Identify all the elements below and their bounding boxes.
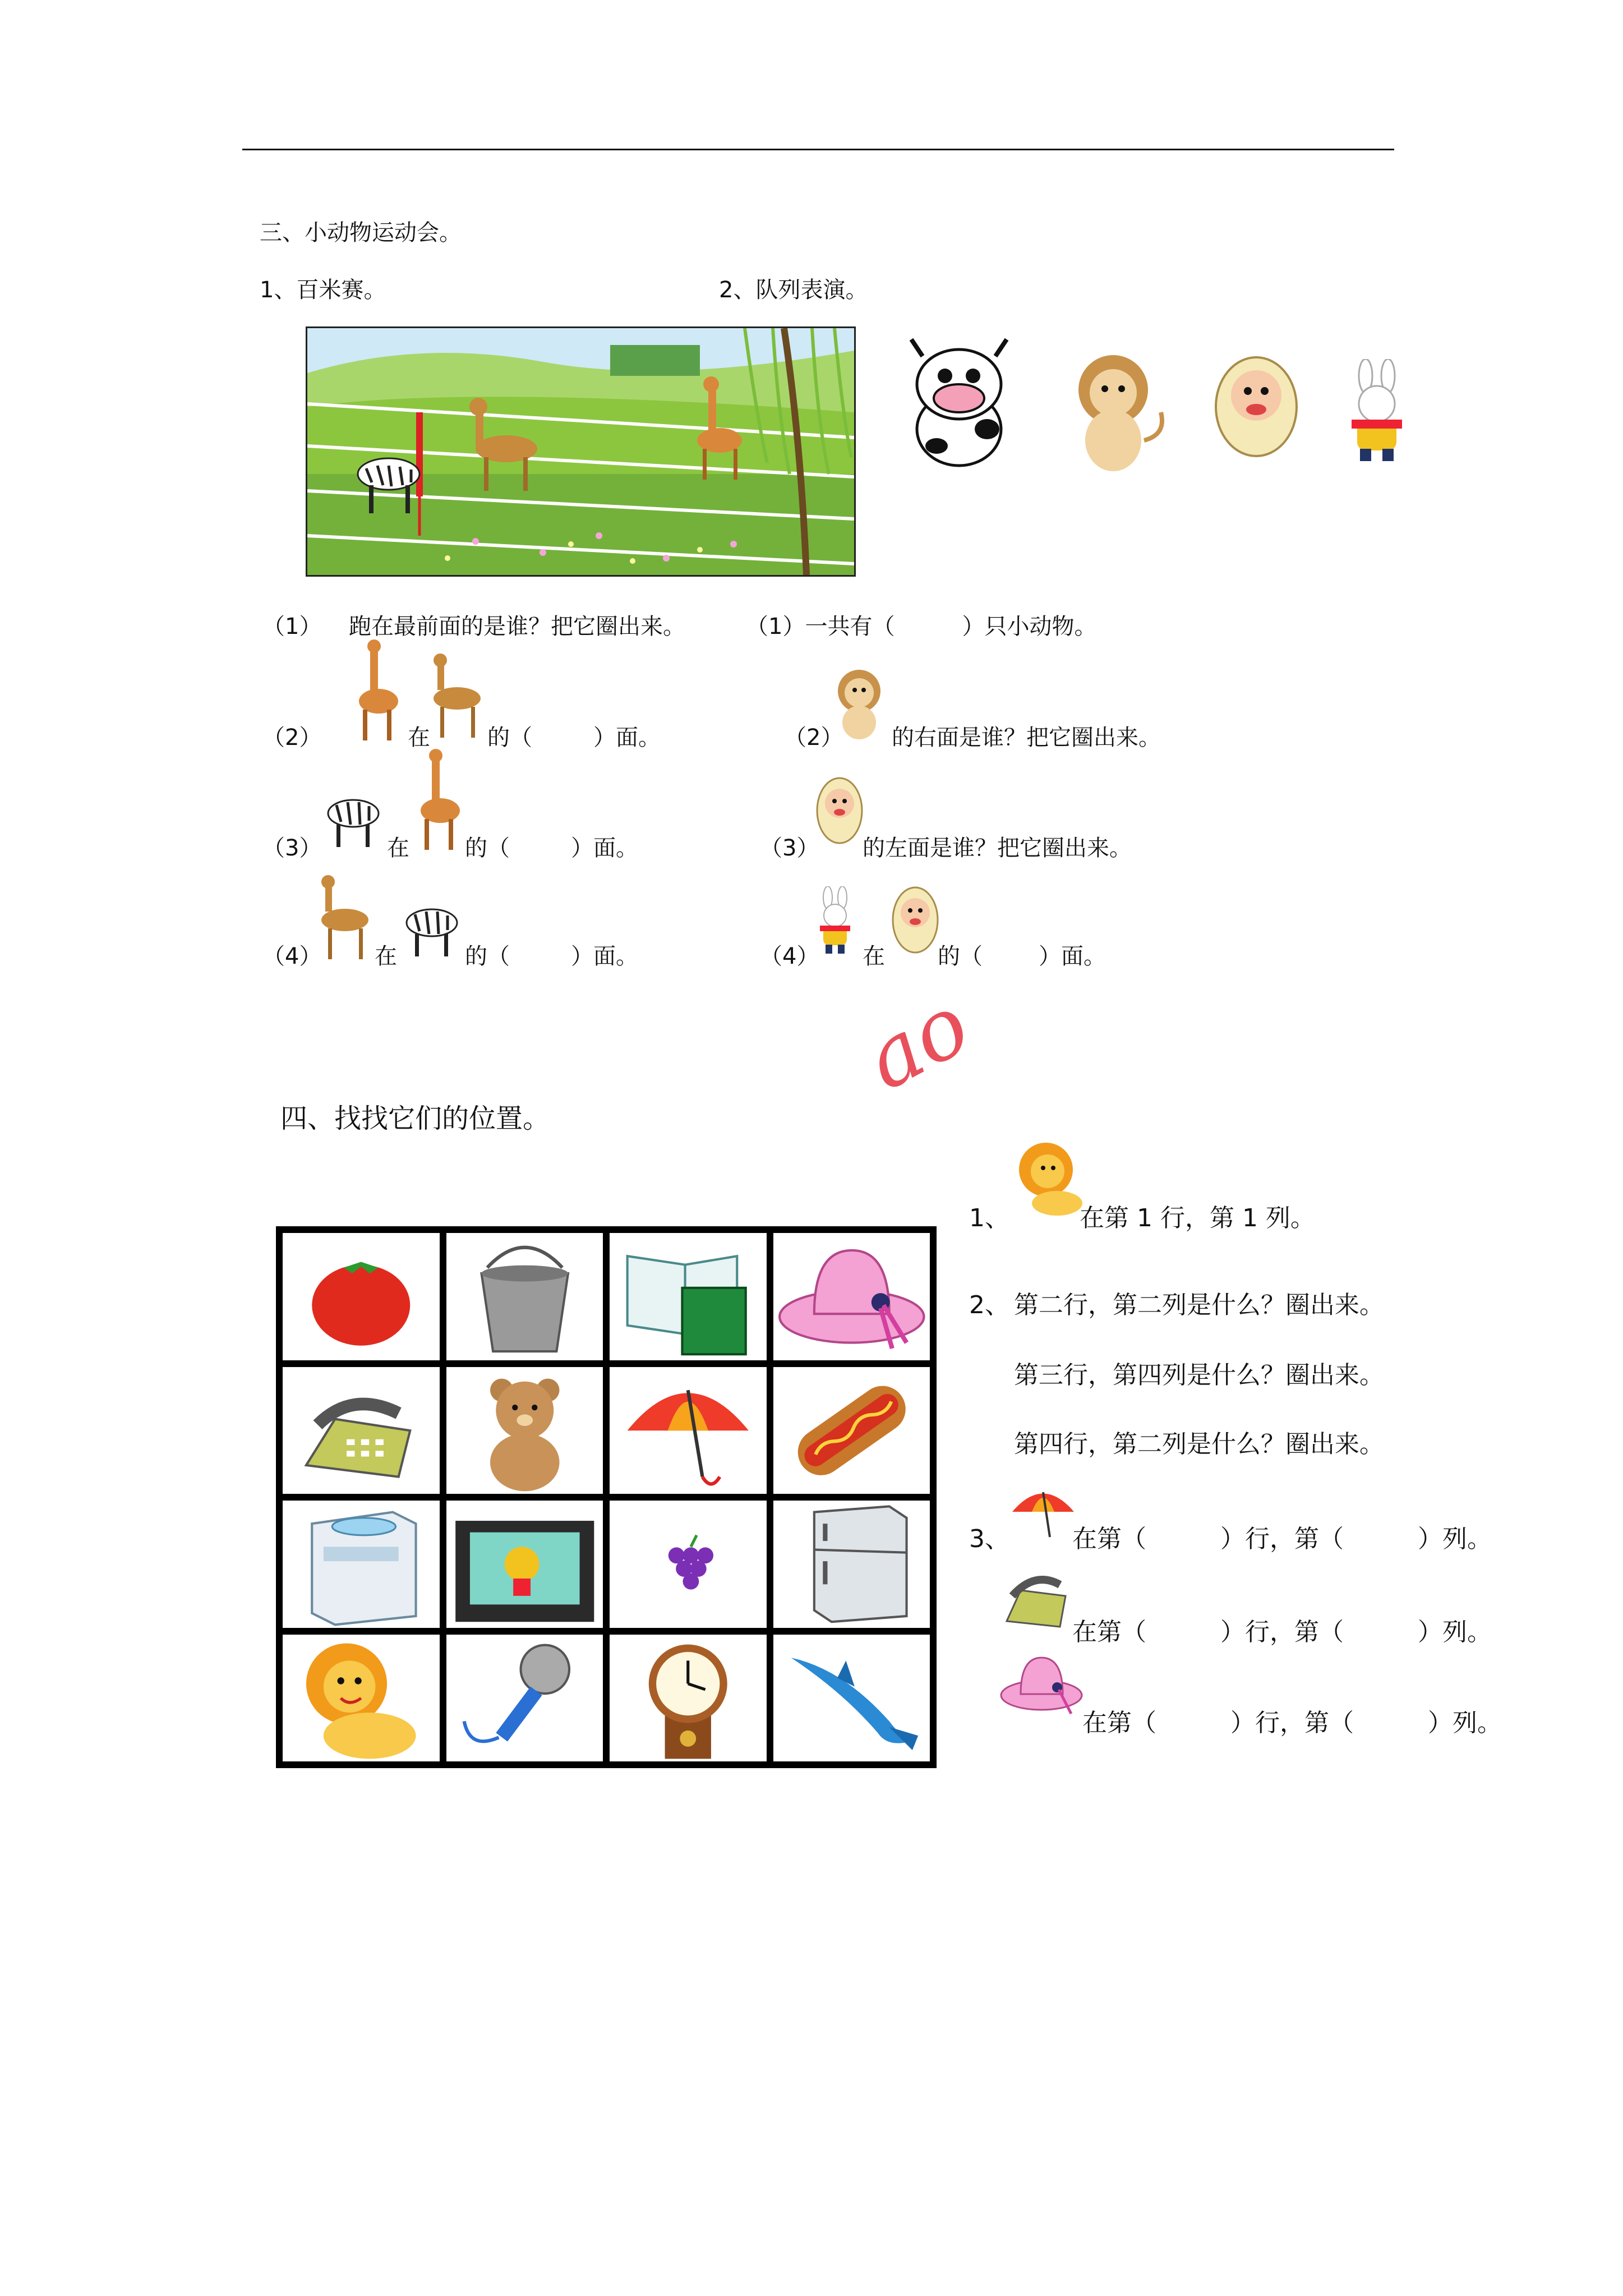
grid-cell[interactable]: [773, 1233, 930, 1360]
s4-q1-text: 在第 1 行，第 1 列。: [1080, 1204, 1315, 1232]
hat-icon: [998, 1649, 1085, 1719]
s3-right-num-3: （3）: [760, 835, 819, 861]
zebra-icon: [398, 892, 465, 959]
rabbit-icon: [1335, 359, 1419, 466]
hotdog-icon: [773, 1367, 930, 1494]
telephone-icon: [998, 1559, 1074, 1632]
microphone-icon: [446, 1635, 603, 1762]
s3-left-de-3: 的（: [465, 835, 510, 861]
lion-icon: [1015, 1139, 1082, 1217]
position-grid: [276, 1226, 937, 1768]
sheep-icon: [889, 884, 942, 956]
race-scene-image: [306, 326, 856, 577]
s3-left-zai-4: 在: [375, 944, 397, 969]
grid-cell[interactable]: [773, 1367, 930, 1494]
s3-left-num-2: （2）: [262, 725, 322, 751]
s3-right-num-4: （4）: [760, 944, 819, 969]
grid-cell[interactable]: [773, 1501, 930, 1628]
grid-cell[interactable]: [610, 1367, 767, 1494]
grid-cell[interactable]: [283, 1367, 440, 1494]
s3-right-1: （1）一共有（ ）只小动物。: [746, 614, 1097, 639]
s3-left-end-2: ）面。: [593, 725, 661, 751]
s4-q3-num: 3、: [969, 1525, 1009, 1553]
grid-cell[interactable]: [610, 1501, 767, 1628]
tomato-icon: [283, 1233, 440, 1360]
s3-left-zai-3: 在: [387, 835, 409, 861]
s4-q2-num: 2、: [969, 1291, 1009, 1319]
q1-title: 1、百米赛。: [260, 277, 386, 303]
lion-icon: [283, 1635, 440, 1762]
clock-icon: [610, 1635, 767, 1762]
grid-cell[interactable]: [773, 1635, 930, 1762]
s4-q2-line2: 第三行，第四列是什么？圈出来。: [1014, 1361, 1384, 1389]
grid-cell[interactable]: [446, 1367, 603, 1494]
s3-left-end-4: ）面。: [571, 944, 638, 969]
bucket-icon: [446, 1233, 603, 1360]
s3-left-num-1: （1）: [262, 614, 322, 639]
sheep-icon: [813, 774, 866, 847]
umbrella-icon: [1009, 1481, 1077, 1543]
grid-cell[interactable]: [446, 1233, 603, 1360]
grid-cell[interactable]: [610, 1635, 767, 1762]
s3-left-num-3: （3）: [262, 835, 322, 861]
grid-cell[interactable]: [283, 1233, 440, 1360]
washing-machine-icon: [283, 1501, 440, 1628]
s4-q3-text-1: 在第（ ）行，第（ ）列。: [1072, 1525, 1492, 1553]
s3-right-text-3: 的左面是谁？把它圈出来。: [863, 835, 1132, 861]
hat-icon: [773, 1233, 930, 1360]
s3-right-de-4: 的（: [938, 944, 983, 969]
lion-icon: [1060, 351, 1172, 477]
dolphin-icon: [773, 1635, 930, 1762]
s3-right-zai-4: 在: [863, 944, 885, 969]
book-icon: [610, 1233, 767, 1360]
s4-q3-text-2: 在第（ ）行，第（ ）列。: [1072, 1618, 1492, 1646]
watermark: ao: [850, 976, 985, 1110]
grid-cell[interactable]: [283, 1635, 440, 1762]
cow-icon: [892, 334, 1026, 474]
grid-cell[interactable]: [283, 1501, 440, 1628]
lion-icon: [830, 668, 889, 740]
zebra-icon: [320, 783, 387, 850]
umbrella-icon: [610, 1367, 767, 1494]
deer-icon: [314, 875, 373, 962]
s3-right-num-2: （2）: [784, 725, 843, 751]
grid-cell[interactable]: [446, 1501, 603, 1628]
s3-left-text-1: 跑在最前面的是谁？把它圈出来。: [349, 614, 685, 639]
s3-right-text-2: 的右面是谁？把它圈出来。: [892, 725, 1161, 751]
grapes-icon: [610, 1501, 767, 1628]
s4-q1-num: 1、: [969, 1204, 1009, 1232]
deer-icon: [426, 654, 485, 740]
s3-left-num-4: （4）: [262, 944, 322, 969]
s3-left-de-4: 的（: [465, 944, 510, 969]
teddy-bear-icon: [446, 1367, 603, 1494]
grid-cell[interactable]: [610, 1233, 767, 1360]
s3-left-de-2: 的（: [487, 725, 532, 751]
header-rule: [242, 149, 1394, 150]
s3-left-zai-2: 在: [408, 725, 430, 751]
sheep-icon: [1206, 351, 1307, 463]
grid-cell[interactable]: [446, 1635, 603, 1762]
television-icon: [446, 1501, 603, 1628]
section4-title: 四、找找它们的位置。: [280, 1103, 550, 1134]
s3-left-end-3: ）面。: [571, 835, 638, 861]
refrigerator-icon: [773, 1501, 930, 1628]
s4-q3-text-3: 在第（ ）行，第（ ）列。: [1082, 1709, 1502, 1737]
q2-title: 2、队列表演。: [719, 277, 868, 303]
rabbit-icon: [812, 886, 858, 956]
s3-right-end-4: ）面。: [1039, 944, 1106, 969]
s4-q2-line3: 第四行，第二列是什么？圈出来。: [1014, 1430, 1384, 1458]
giraffe-icon: [351, 639, 404, 743]
giraffe-icon: [412, 749, 465, 853]
s4-q2-line1: 第二行，第二列是什么？圈出来。: [1014, 1291, 1384, 1319]
section3-title: 三、小动物运动会。: [260, 220, 462, 246]
telephone-icon: [283, 1367, 440, 1494]
